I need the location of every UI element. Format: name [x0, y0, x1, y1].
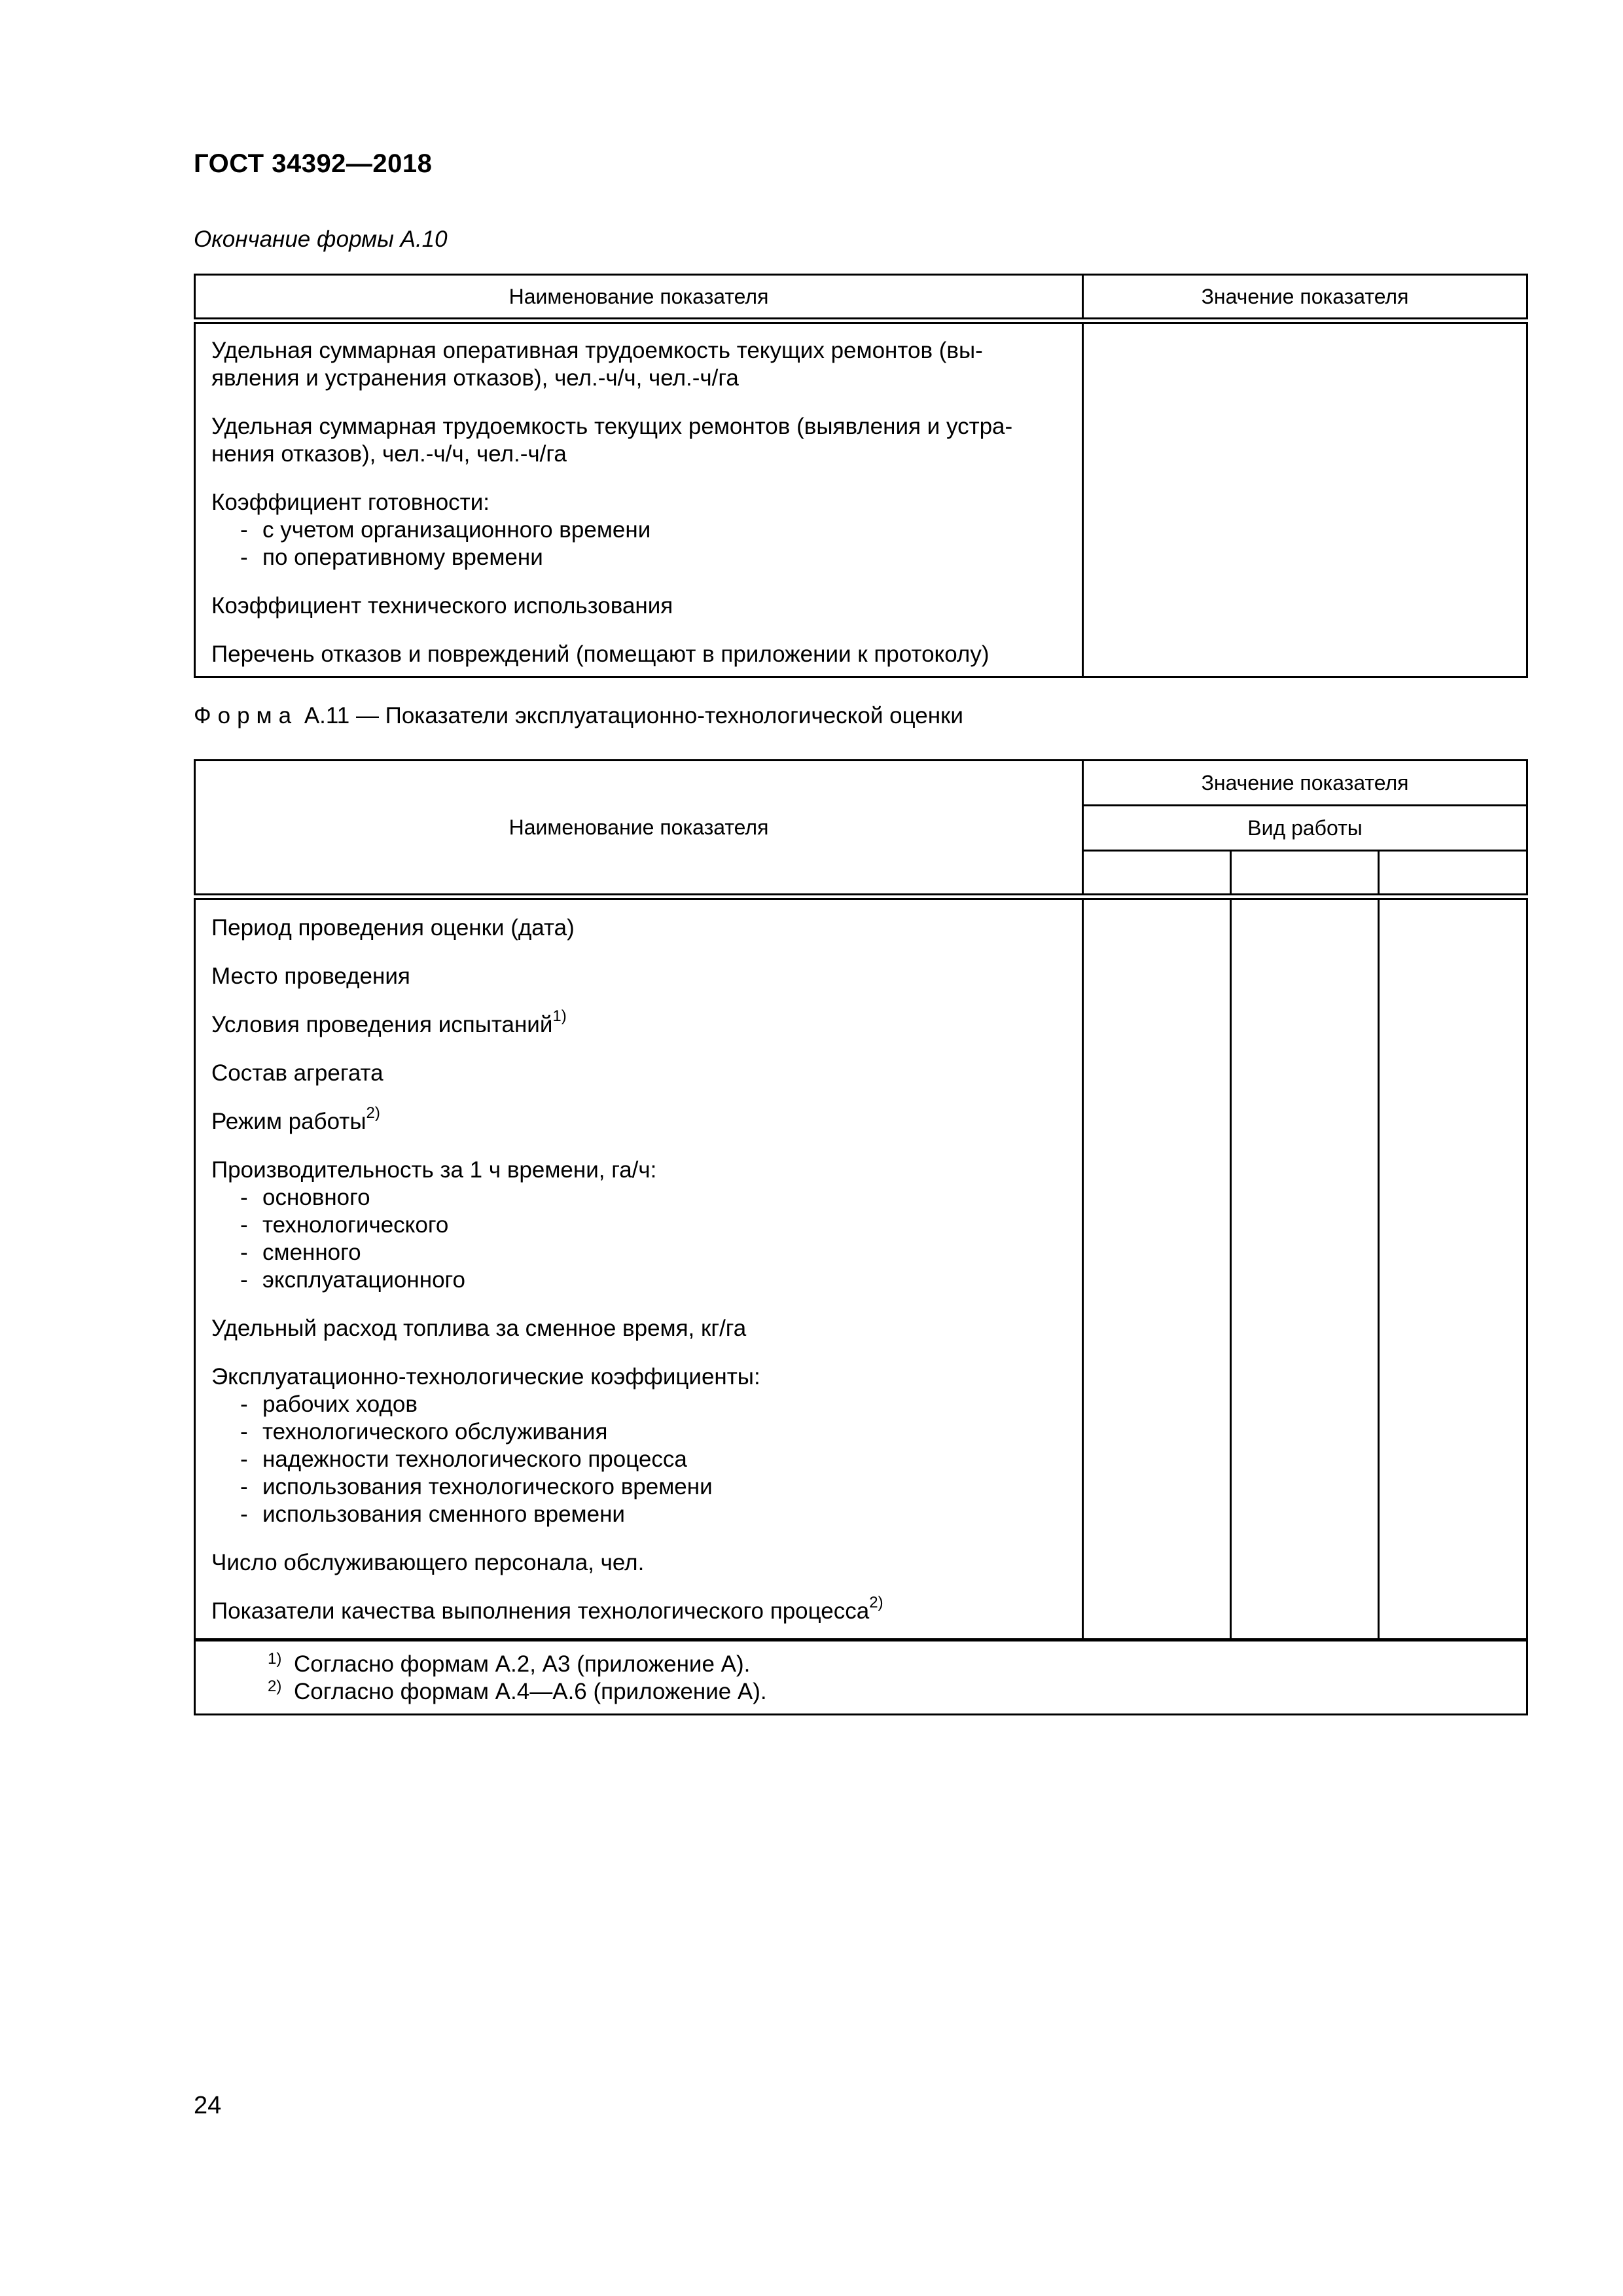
sub-item-label: использования сменного времени [262, 1501, 625, 1527]
row-label: Место проведения [211, 963, 410, 989]
sub-item-label: с учетом организационного времени [262, 517, 651, 543]
row-label: Перечень отказов и повреждений (помещают в приложении к протоколу) [211, 641, 990, 667]
table-header-row [195, 275, 1527, 321]
footnote-ref: 1) [552, 1007, 567, 1026]
footnotes-row [195, 1640, 1527, 1715]
sub-item-label: сменного [262, 1240, 361, 1265]
sub-item: - сменного [240, 1240, 361, 1265]
footnote-mark: 1) [268, 1650, 282, 1668]
value-cell-1[interactable] [1083, 897, 1231, 1640]
footnote [268, 1678, 1512, 1706]
document-code: ГОСТ 34392—2018 [194, 149, 433, 178]
row-label: Число обслуживающего персонала, чел. [211, 1550, 645, 1575]
form-a11-caption [194, 703, 963, 729]
column-header-name: Наименование показателя [195, 275, 1083, 321]
list-item [211, 1007, 1067, 1039]
sub-item-label: рабочих ходов [262, 1391, 418, 1417]
sub-item: - основного [240, 1185, 370, 1210]
list-item [211, 1157, 1067, 1294]
list-item [211, 1549, 1067, 1577]
value-cell-2[interactable] [1231, 897, 1379, 1640]
list-item [211, 1060, 1067, 1087]
sub-item-label: использования технологического времени [262, 1474, 713, 1499]
row-label: Эксплуатационно-технологические коэффициенты: [211, 1364, 760, 1390]
sub-item-label: основного [262, 1185, 370, 1210]
sub-item: - надежности технологического процесса [240, 1446, 687, 1472]
footnote-text: Согласно формам А.4—А.6 (приложение А). [294, 1679, 767, 1704]
work-type-column-3[interactable] [1379, 851, 1527, 897]
continuation-caption: Окончание формы А.10 [194, 226, 448, 252]
sub-item: - использования технологического времени [240, 1474, 713, 1499]
row-label: Состав агрегата [211, 1060, 383, 1086]
sub-item: - эксплуатационного [240, 1267, 465, 1293]
row-label: Условия проведения испытаний [211, 1012, 553, 1037]
indicator-names-cell [195, 897, 1083, 1640]
row-label: Удельная суммарная оперативная трудоемкость текущих ремонтов (вы- явления и устранения отказов), чел.-ч/ч, чел.-ч/га [211, 338, 983, 391]
value-cell[interactable] [1083, 321, 1527, 677]
footnote-mark: 2) [268, 1677, 282, 1695]
footnote-ref: 2) [366, 1104, 380, 1122]
value-cell-3[interactable] [1379, 897, 1527, 1640]
list-item [211, 1104, 1067, 1136]
footnote-text: Согласно формам А.2, А3 (приложение А). [294, 1651, 751, 1677]
page-number: 24 [194, 2092, 222, 2119]
footnote [268, 1651, 1512, 1678]
sub-item: - технологического обслуживания [240, 1419, 608, 1444]
list-item [211, 592, 1067, 620]
form-a11-table [194, 759, 1528, 1715]
sub-item-label: надежности технологического процесса [262, 1446, 687, 1472]
sub-item: - использования сменного времени [240, 1501, 625, 1527]
footnote-ref: 2) [869, 1594, 883, 1612]
row-label: Режим работы [211, 1109, 366, 1134]
column-header-value: Значение показателя [1083, 275, 1527, 321]
column-header-name: Наименование показателя [195, 761, 1083, 897]
list-item [211, 1594, 1067, 1625]
row-label: Удельная суммарная трудоемкость текущих ремонтов (выявления и устра- нения отказов), чел.-ч/ч, чел.-ч/га [211, 414, 1013, 467]
work-type-column-1[interactable] [1083, 851, 1231, 897]
row-label: Коэффициент готовности: [211, 490, 490, 515]
indicator-names-cell [195, 321, 1083, 677]
list-item [211, 641, 1067, 668]
row-label: Показатели качества выполнения технологического процесса [211, 1598, 870, 1624]
list-item [211, 413, 1067, 468]
table-body-row [195, 321, 1527, 677]
list-item [211, 337, 1067, 392]
row-label: Коэффициент технического использования [211, 593, 673, 619]
footnotes-cell [195, 1640, 1527, 1715]
sub-item: - рабочих ходов [240, 1391, 418, 1417]
sub-item-label: по оперативному времени [262, 545, 543, 570]
column-header-work-type: Вид работы [1083, 806, 1527, 851]
sub-item: - технологического [240, 1212, 449, 1238]
row-label: Период проведения оценки (дата) [211, 915, 575, 941]
sub-item-label: технологического [262, 1212, 449, 1238]
sub-item: - с учетом организационного времени [240, 517, 651, 543]
sub-item: - по оперативному времени [240, 545, 543, 570]
table-header-row [195, 761, 1527, 806]
list-item [211, 1315, 1067, 1342]
form-label: Форма [194, 703, 298, 728]
sub-item-label: технологического обслуживания [262, 1419, 608, 1444]
sub-item-label: эксплуатационного [262, 1267, 465, 1293]
row-label: Производительность за 1 ч времени, га/ч: [211, 1157, 657, 1183]
form-title: А.11 — Показатели эксплуатационно-технологической оценки [304, 703, 963, 728]
list-item [211, 1363, 1067, 1528]
column-header-value: Значение показателя [1083, 761, 1527, 806]
list-item [211, 914, 1067, 942]
list-item [211, 489, 1067, 571]
form-a10-table [194, 274, 1528, 678]
work-type-column-2[interactable] [1231, 851, 1379, 897]
row-label: Удельный расход топлива за сменное время, кг/га [211, 1316, 747, 1341]
list-item [211, 963, 1067, 990]
table-body-row [195, 897, 1527, 1640]
